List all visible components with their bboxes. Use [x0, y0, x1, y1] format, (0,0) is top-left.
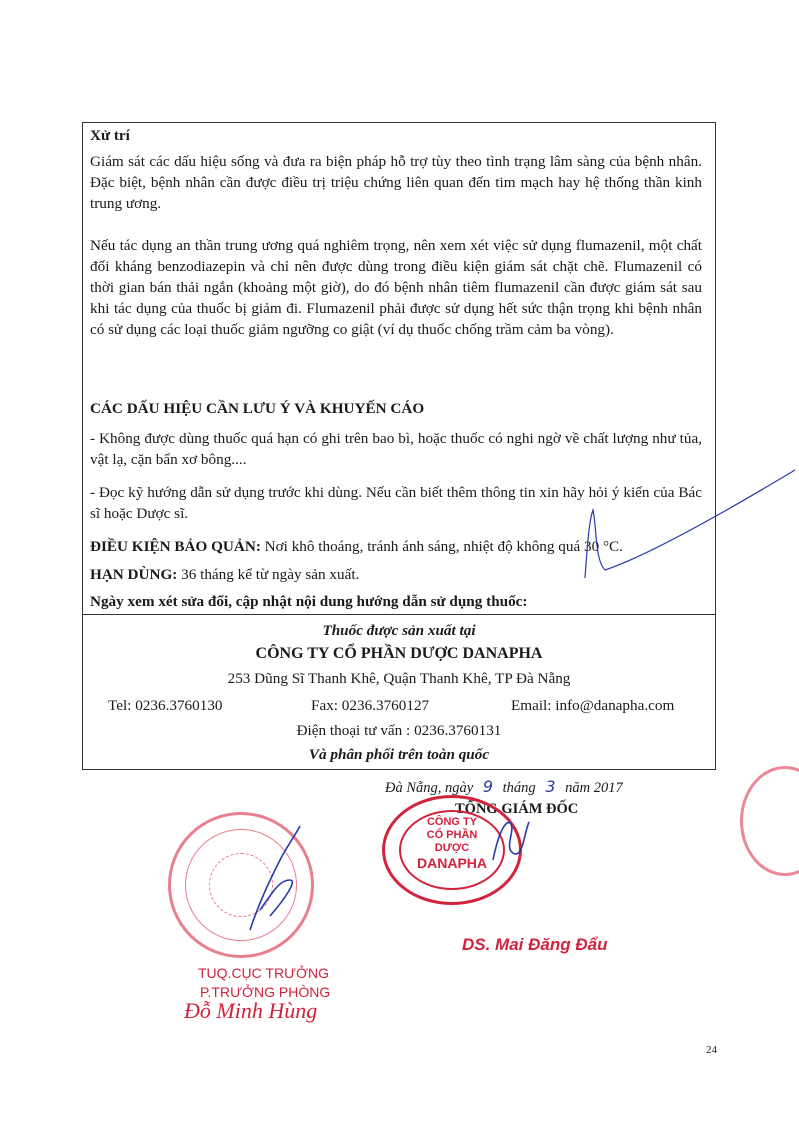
warning-item-1: - Không được dùng thuốc quá hạn có ghi trên bao bì, hoặc thuốc có nghi ngờ về chất lượng như tủa, vật lạ, cặn bẩn xơ bông.... [90, 430, 702, 468]
company-tel: Tel: 0236.3760130 [108, 697, 223, 714]
dateline-year-word: năm [565, 780, 591, 796]
dateline-month-word: tháng [502, 780, 536, 796]
company-stamp-line2: CỔ PHẦN [426, 829, 478, 841]
company-name: CÔNG TY CỔ PHẦN DƯỢC DANAPHA [255, 645, 543, 662]
dateline-day: 9 [482, 777, 494, 796]
treatment-paragraph-2: Nếu tác dụng an thần trung ương quá nghiêm trọng, nên xem xét việc sử dụng flumazenil, một chất đối kháng benzodiazepin và chỉ nên được dùng trong điều kiện giám sát chặt chẽ. Flumazenil có thời gian bán thải ngắn (khoảng một giờ), do đó bệnh nhân tiêm flumazenil cần được giám sát sau khi tác dụng của thuốc bị giảm đi. Flumazenil phải được sử dụng hết sức thận trọng khi bệnh nhân có sử dụng các loại thuốc giảm ngưỡng co giật (ví dụ thuốc chống trầm cảm ba vòng). [90, 237, 702, 338]
company-hotline: Điện thoại tư vấn : 0236.3760131 [296, 722, 502, 739]
ministry-signer-name: Đỗ Minh Hùng [184, 998, 318, 1023]
margin-signature-icon [575, 450, 799, 590]
company-email: Email: info@danapha.com [511, 697, 675, 714]
distribution-note: Và phân phối trên toàn quốc [308, 746, 490, 763]
revision-label: Ngày xem xét sửa đổi, cập nhật nội dung hướng dẫn sử dụng thuốc: [90, 593, 528, 610]
ministry-title-2: P.TRƯỞNG PHÒNG [200, 984, 331, 1000]
manufacturer-divider [82, 614, 716, 615]
ministry-title-1: TUQ.CỤC TRƯỞNG [198, 965, 330, 981]
expiry-label: HẠN DÙNG: [90, 566, 178, 583]
director-signature-icon [485, 810, 535, 870]
ministry-signature-icon [240, 820, 310, 940]
company-stamp-line3: DƯỢC [434, 842, 470, 854]
company-address: 253 Dũng Sĩ Thanh Khê, Quận Thanh Khê, TP Đà Nẵng [227, 670, 571, 687]
warnings-heading: CÁC DẤU HIỆU CẦN LƯU Ý VÀ KHUYẾN CÁO [90, 400, 425, 417]
page-number: 24 [706, 1044, 717, 1056]
warning-item-2: - Đọc kỹ hướng dẫn sử dụng trước khi dùng. Nếu cần biết thêm thông tin xin hãy hỏi ý kiến của Bác sĩ hoặc Dược sĩ. [90, 484, 702, 522]
dateline-year: 2017 [593, 780, 623, 796]
made-by-label: Thuốc được sản xuất tại [322, 622, 476, 639]
company-stamp-line4: DANAPHA [417, 855, 487, 871]
director-name: DS. Mai Đăng Đẩu [462, 935, 608, 954]
dateline [385, 776, 623, 799]
expiry-value: 36 tháng kể từ ngày sản xuất. [177, 566, 360, 583]
dateline-month: 3 [545, 777, 556, 796]
storage-value: Nơi khô thoáng, tránh ánh sáng, nhiệt độ không quá 30 °C. [260, 538, 623, 555]
storage-label: ĐIỀU KIỆN BẢO QUẢN: [90, 538, 261, 555]
dateline-city: Đà Nẵng, ngày [385, 780, 474, 796]
director-title: TỔNG GIÁM ĐỐC [455, 801, 579, 817]
edge-stamp-right [740, 766, 799, 876]
company-stamp-line1: CÔNG TY [426, 816, 478, 828]
treatment-heading: Xử trí [90, 127, 130, 144]
treatment-paragraph-1: Giám sát các dấu hiệu sống và đưa ra biện pháp hỗ trợ tùy theo tình trạng lâm sàng của bệnh nhân. Đặc biệt, bệnh nhân cần được điều trị triệu chứng liên quan đến tim mạch hay hệ thống thần kinh trung ương. [90, 153, 702, 212]
company-fax: Fax: 0236.3760127 [311, 697, 430, 714]
